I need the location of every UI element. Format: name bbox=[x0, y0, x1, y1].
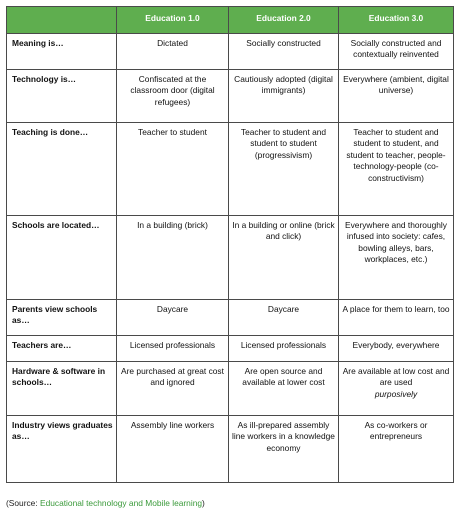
table-row bbox=[7, 416, 454, 483]
table-cell: Confiscated at the classroom door (digital refugees) bbox=[117, 70, 229, 123]
table-cell: Socially constructed bbox=[229, 34, 339, 70]
table-cell: Are open source and available at lower cost bbox=[229, 362, 339, 416]
table-cell: As ill-prepared assembly line workers in a knowledge economy bbox=[229, 416, 339, 483]
cell-text: Are available at low cost and are used bbox=[342, 366, 450, 388]
table-cell: Everybody, everywhere bbox=[339, 336, 454, 362]
table-row bbox=[7, 300, 454, 336]
table-cell: Licensed professionals bbox=[117, 336, 229, 362]
table-cell: Teacher to student bbox=[117, 123, 229, 216]
table-cell: Teacher to student and student to student, and student to teacher, people-technology-people (co-constructivism) bbox=[339, 123, 454, 216]
table-cell: Dictated bbox=[117, 34, 229, 70]
table-cell: Assembly line workers bbox=[117, 416, 229, 483]
source-citation bbox=[6, 498, 205, 509]
column-header-education-3: Education 3.0 bbox=[339, 7, 454, 34]
row-label: Teaching is done… bbox=[7, 123, 117, 216]
table-cell: A place for them to learn, too bbox=[339, 300, 454, 336]
table-row bbox=[7, 123, 454, 216]
table-row bbox=[7, 362, 454, 416]
table-row bbox=[7, 34, 454, 70]
source-link[interactable]: Educational technology and Mobile learning bbox=[39, 498, 203, 508]
source-suffix: ) bbox=[202, 498, 205, 508]
source-prefix: (Source: bbox=[6, 498, 40, 508]
table-cell: Everywhere and thoroughly infused into society: cafes, bowling alleys, bars, workplaces, etc.) bbox=[339, 216, 454, 300]
column-header-education-1: Education 1.0 bbox=[117, 7, 229, 34]
header-row bbox=[7, 7, 454, 34]
table-cell: As co-workers or entrepreneurs bbox=[339, 416, 454, 483]
table-row bbox=[7, 216, 454, 300]
table-cell: Are purchased at great cost and ignored bbox=[117, 362, 229, 416]
table-cell: Teacher to student and student to student (progressivism) bbox=[229, 123, 339, 216]
table-cell: Cautiously adopted (digital immigrants) bbox=[229, 70, 339, 123]
table-row bbox=[7, 70, 454, 123]
table-cell: Socially constructed and contextually reinvented bbox=[339, 34, 454, 70]
table-cell: In a building or online (brick and click) bbox=[229, 216, 339, 300]
emphasis-text: purposively bbox=[374, 388, 418, 399]
table-cell: Licensed professionals bbox=[229, 336, 339, 362]
comparison-table-container bbox=[6, 6, 453, 483]
table-cell: Daycare bbox=[117, 300, 229, 336]
header-corner-cell bbox=[7, 7, 117, 34]
row-label: Meaning is… bbox=[7, 34, 117, 70]
table-cell: In a building (brick) bbox=[117, 216, 229, 300]
row-label: Schools are located… bbox=[7, 216, 117, 300]
table-cell: Daycare bbox=[229, 300, 339, 336]
row-label: Teachers are… bbox=[7, 336, 117, 362]
row-label: Parents view schools as… bbox=[7, 300, 117, 336]
column-header-education-2: Education 2.0 bbox=[229, 7, 339, 34]
row-label: Hardware & software in schools… bbox=[7, 362, 117, 416]
education-comparison-table bbox=[6, 6, 454, 483]
row-label: Industry views graduates as… bbox=[7, 416, 117, 483]
table-cell: Everywhere (ambient, digital universe) bbox=[339, 70, 454, 123]
table-row bbox=[7, 336, 454, 362]
table-cell-with-emphasis bbox=[339, 362, 454, 416]
row-label: Technology is… bbox=[7, 70, 117, 123]
